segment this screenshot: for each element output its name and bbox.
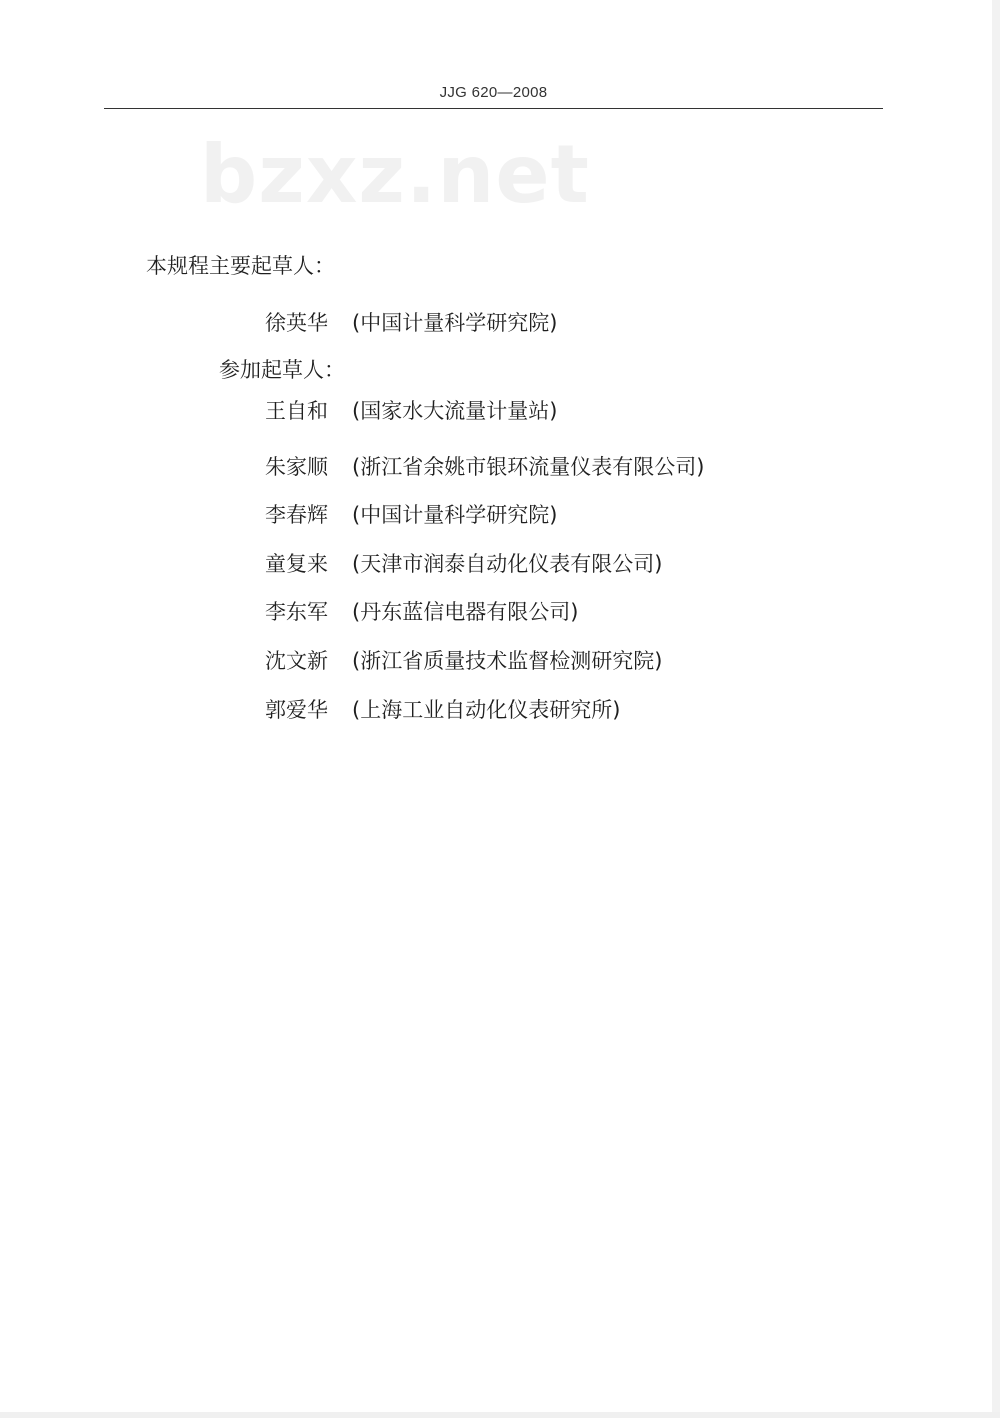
participant-organization: (天津市润泰自动化仪表有限公司) [352,552,663,576]
main-drafters-label: 本规程主要起草人： [146,254,335,278]
participant-name: 沈文新 [265,649,328,673]
participant-organization: (丹东蓝信电器有限公司) [352,600,579,624]
watermark: bzxz.net [200,128,590,221]
drafter-name: 徐英华 [265,311,328,335]
page-edge [0,1412,1000,1418]
participant-name: 李春辉 [265,503,328,527]
drafter-organization: (中国计量科学研究院) [352,311,558,335]
participant-organization: (中国计量科学研究院) [352,503,558,527]
header-divider [104,108,883,109]
participant-organization: (浙江省余姚市银环流量仪表有限公司) [352,455,705,479]
page-edge [992,0,1000,1418]
document-code-header: JJG 620—2008 [439,84,548,101]
participant-name: 王自和 [265,399,328,423]
participant-name: 朱家顺 [265,455,328,479]
participant-name: 郭爱华 [265,698,328,722]
participant-organization: (上海工业自动化仪表研究所) [352,698,621,722]
participant-organization: (国家水大流量计量站) [352,399,558,423]
participant-name: 童复来 [265,552,328,576]
participant-name: 李东军 [265,600,328,624]
participant-organization: (浙江省质量技术监督检测研究院) [352,649,663,673]
participating-drafters-label: 参加起草人： [219,358,345,382]
